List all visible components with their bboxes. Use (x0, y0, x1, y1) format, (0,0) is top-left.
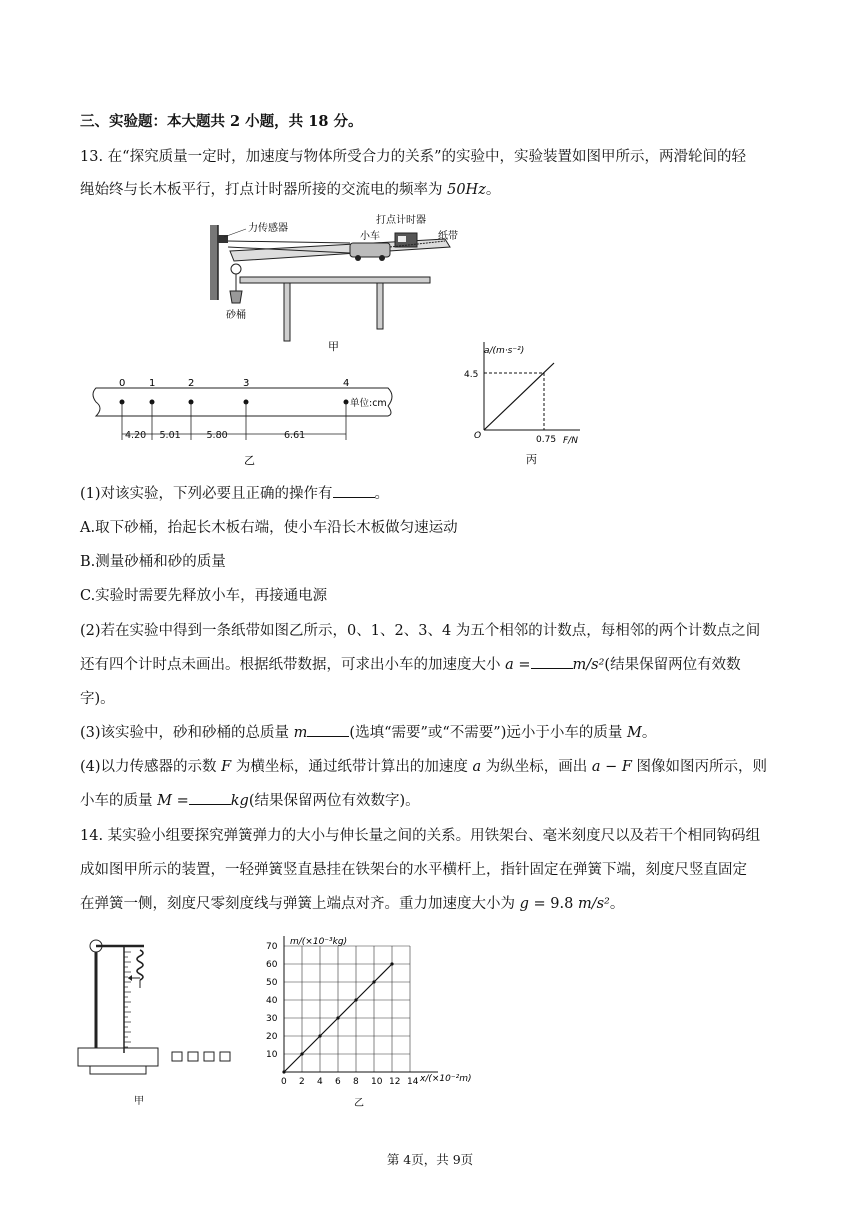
q13-part2-line1: (2)若在实验中得到一条纸带如图乙所示，0、1、2、3、4 为五个相邻的计数点，每相邻的两个计数点之间 (80, 623, 761, 639)
x-tick-label: 4 (317, 1077, 323, 1087)
var-a: a (472, 759, 482, 775)
y-tick-label: 40 (266, 996, 278, 1006)
label-timer: 打点计时器 (376, 215, 426, 226)
mx-xlabel: x/(×10⁻²m) (420, 1074, 472, 1084)
answer-blank-4[interactable] (189, 791, 231, 805)
hook-weights (172, 1052, 230, 1061)
unit: m/s² (572, 657, 605, 673)
x-tick-label: 8 (353, 1077, 359, 1087)
label-bucket: 砂桶 (226, 310, 246, 321)
car (350, 243, 390, 257)
text: 绳始终与长木板平行，打点计时器所接的交流电的频率为 (80, 182, 448, 198)
data-point (336, 1016, 339, 1019)
q13-part4-line1 (80, 757, 767, 777)
af-ylabel: a/(m·s⁻²) (484, 346, 525, 356)
text: 为纵坐标，画出 (481, 759, 592, 775)
figure-bing-caption: 丙 (526, 453, 537, 466)
tape-spacing-label: 6.61 (284, 430, 306, 441)
tape-point-label: 0 (119, 378, 126, 389)
label-car: 小车 (360, 231, 380, 242)
x-tick-label: 0.75 (536, 435, 557, 445)
var-M: M (157, 793, 172, 809)
y-tick-label: 50 (266, 978, 278, 988)
text: 小车的质量 (80, 793, 158, 809)
tape-point-label: 1 (149, 378, 156, 389)
af-xlabel: F/N (563, 436, 578, 446)
q14-figure-jia-caption: 甲 (134, 1096, 144, 1107)
q13-part4-line2 (80, 791, 420, 811)
var-aF: a − F (591, 759, 632, 775)
text: 。 (641, 725, 657, 741)
data-point (282, 1070, 285, 1073)
figure-yi-caption: 乙 (244, 454, 255, 467)
y-tick-label: 4.5 (464, 370, 479, 380)
q14-line1: 14. 某实验小组要探究弹簧弹力的大小与伸长量之间的关系。用铁架台、毫米刻度尺以及若干个相同钩码组 (80, 828, 761, 844)
q14-line2: 成如图甲所示的装置，一轻弹簧竖直悬挂在铁架台的水平横杆上，指针固定在弹簧下端，刻度尺竖直固定 (80, 862, 747, 878)
unit: m/s² (577, 896, 610, 912)
text: 。 (485, 182, 501, 198)
apparatus-figure (200, 205, 470, 355)
q13-intro-line1: 13. 在“探究质量一定时，加速度与物体所受合力的关系”的实验中，实验装置如图甲所示，两滑轮间的轻 (80, 149, 746, 165)
var-g: g (519, 896, 529, 912)
table-top (240, 277, 430, 283)
spring (137, 950, 143, 980)
tape-point-label: 2 (188, 378, 195, 389)
q13-part2-line3: 字)。 (80, 691, 115, 707)
tape-spacing-label: 5.01 (159, 430, 181, 441)
y-tick-label: 70 (266, 942, 278, 952)
answer-blank-2[interactable] (531, 655, 573, 669)
stand-base (78, 1048, 158, 1066)
tape-unit: 单位:cm (350, 398, 387, 409)
text: = 9.8 (528, 896, 578, 912)
sand-bucket (230, 291, 242, 303)
text: (3)该实验中，砂和砂桶的总质量 (80, 725, 294, 741)
data-point (354, 998, 357, 1001)
tape-spacing-label: 5.80 (206, 430, 228, 441)
text: (结果保留两位有效数 (604, 657, 741, 673)
wall (210, 225, 218, 300)
text: 在弹簧一侧，刻度尺零刻度线与弹簧上端点对齐。重力加速度大小为 (80, 896, 520, 912)
frequency-value: 50Hz (447, 182, 486, 198)
data-point (300, 1052, 303, 1055)
q13-part3 (80, 723, 656, 743)
q13-intro-line2 (80, 180, 500, 200)
text: 。 (609, 896, 625, 912)
mx-ylabel: m/(×10⁻³kg) (290, 937, 348, 947)
section-heading: 三、实验题：本大题共 2 小题，共 18 分。 (80, 113, 363, 130)
x-tick-label: 2 (299, 1077, 305, 1087)
data-point (372, 980, 375, 983)
text: 为横坐标，通过纸带计算出的加速度 (231, 759, 473, 775)
tape-figure (88, 378, 408, 468)
q14-line3 (80, 894, 624, 914)
x-tick-label: 0 (281, 1077, 287, 1087)
q13-part1 (80, 484, 389, 504)
y-tick-label: 10 (266, 1050, 278, 1060)
x-tick-label: 10 (371, 1077, 383, 1087)
text: 。 (374, 486, 390, 502)
label-tape: 纸带 (438, 231, 458, 242)
answer-blank-1[interactable] (333, 484, 375, 498)
q13-option-c: C.实验时需要先释放小车，再接通电源 (80, 588, 328, 604)
q13-option-a: A.取下砂桶，抬起长木板右端，使小车沿长木板做匀速运动 (80, 520, 458, 536)
var-F: F (221, 759, 232, 775)
af-origin: O (474, 431, 482, 441)
var-m: m (293, 725, 308, 741)
text: = (513, 657, 531, 673)
unit: kg (230, 793, 249, 809)
q13-part2-line2 (80, 655, 741, 675)
var-M: M (626, 725, 642, 741)
text: 还有四个计时点未画出。根据纸带数据，可求出小车的加速度大小 (80, 657, 506, 673)
y-tick-label: 60 (266, 960, 278, 970)
text: (4)以力传感器的示数 (80, 759, 222, 775)
pointer (128, 975, 132, 981)
tape-point-label: 4 (343, 378, 350, 389)
data-point (390, 962, 393, 965)
figure-jia-caption: 甲 (328, 340, 339, 353)
spring-stand-figure (76, 928, 246, 1108)
mx-chart (262, 928, 492, 1110)
x-tick-label: 6 (335, 1077, 341, 1087)
text: (1)对该实验，下列必要且正确的操作有 (80, 486, 333, 502)
text: (结果保留两位有效数字)。 (248, 793, 420, 809)
text: 图像如图丙所示，则 (631, 759, 767, 775)
answer-blank-3[interactable] (307, 723, 349, 737)
aF-chart (464, 338, 610, 468)
y-tick-label: 20 (266, 1032, 278, 1042)
tape-point-label: 3 (243, 378, 250, 389)
var-a: a (505, 657, 514, 673)
q14-figure-yi-caption: 乙 (354, 1098, 364, 1109)
label-force-sensor: 力传感器 (248, 223, 288, 234)
text: (选填“需要”或“不需要”)远小于小车的质量 (349, 725, 627, 741)
y-tick-label: 30 (266, 1014, 278, 1024)
page-footer: 第 4页，共 9页 (386, 1152, 474, 1167)
text: = (171, 793, 189, 809)
data-point (318, 1034, 321, 1037)
q13-option-b: B.测量砂桶和砂的质量 (80, 554, 226, 570)
x-tick-label: 12 (389, 1077, 401, 1087)
tape-spacing-label: 4.20 (125, 430, 147, 441)
x-tick-label: 14 (407, 1077, 419, 1087)
